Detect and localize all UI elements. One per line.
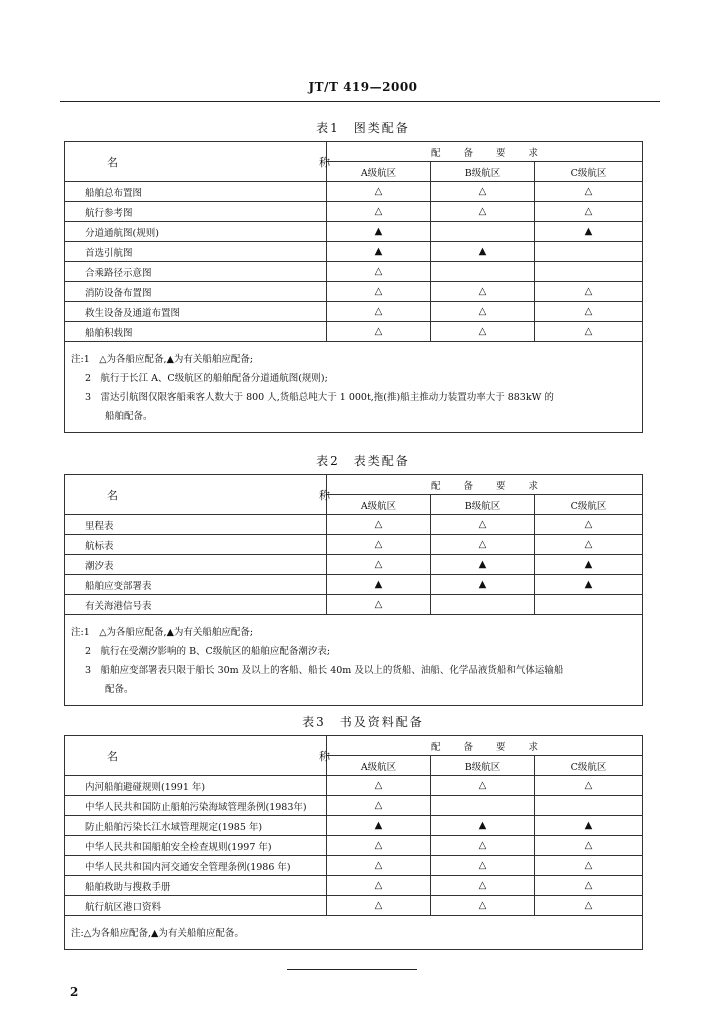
item-name: 船舶总布置图 <box>65 182 327 202</box>
column-header-requirement: 配 备 要 求 <box>327 142 643 162</box>
mark-c: △ <box>535 302 643 322</box>
footer-rule <box>287 969 417 970</box>
mark-a: △ <box>327 262 431 282</box>
table-row <box>65 816 643 836</box>
item-name: 里程表 <box>65 515 327 535</box>
mark-a: △ <box>327 535 431 555</box>
mark-c <box>535 595 643 615</box>
table-row <box>65 555 643 575</box>
table-row <box>65 896 643 916</box>
table-row <box>65 322 643 342</box>
mark-c <box>535 242 643 262</box>
mark-b: ▲ <box>431 555 535 575</box>
table-notes <box>65 615 643 706</box>
column-header-name: 名 称 <box>65 736 327 776</box>
mark-b: △ <box>431 836 535 856</box>
mark-c: ▲ <box>535 575 643 595</box>
mark-b: △ <box>431 535 535 555</box>
mark-c: △ <box>535 896 643 916</box>
table-row <box>65 595 643 615</box>
table-row <box>65 222 643 242</box>
note-line: 注:1 △为各船应配备,▲为有关船舶应配备; <box>71 627 254 638</box>
table-header-row <box>65 142 643 162</box>
column-header-a: A级航区 <box>327 495 431 515</box>
item-name: 中华人民共和国内河交通安全管理条例(1986 年) <box>65 856 327 876</box>
mark-c: ▲ <box>535 816 643 836</box>
item-name: 救生设备及通道布置图 <box>65 302 327 322</box>
mark-a: ▲ <box>327 816 431 836</box>
table-row <box>65 282 643 302</box>
note-line: 注:1 △为各船应配备,▲为有关船舶应配备; <box>71 354 254 365</box>
mark-b: △ <box>431 776 535 796</box>
note-line: 船舶配备。 <box>105 411 153 422</box>
table-row <box>65 856 643 876</box>
item-name: 消防设备布置图 <box>65 282 327 302</box>
column-header-a: A级航区 <box>327 756 431 776</box>
standard-number: JT/T 419—2000 <box>308 80 418 94</box>
item-name: 内河船舶避碰规则(1991 年) <box>65 776 327 796</box>
mark-a: △ <box>327 595 431 615</box>
mark-b <box>431 796 535 816</box>
item-name: 中华人民共和国船舶安全检查规则(1997 年) <box>65 836 327 856</box>
note-line: 3 雷达引航图仅限客船乘客人数大于 800 人,货船总吨大于 1 000t,拖(推)船主推动力装置功率大于 883kW 的 <box>85 392 554 403</box>
mark-c <box>535 262 643 282</box>
column-header-a: A级航区 <box>327 162 431 182</box>
note-line: 3 船舶应变部署表只限于船长 30m 及以上的客船、船长 40m 及以上的货船、油船、化学品液货船和气体运输船 <box>85 665 564 676</box>
table2 <box>64 474 643 706</box>
item-name: 合乘路径示意图 <box>65 262 327 282</box>
column-header-c: C级航区 <box>535 495 643 515</box>
table-notes <box>65 342 643 433</box>
mark-b: △ <box>431 515 535 535</box>
mark-c: △ <box>535 535 643 555</box>
mark-a: ▲ <box>327 222 431 242</box>
header-rule <box>60 101 660 102</box>
mark-a: △ <box>327 515 431 535</box>
mark-b: △ <box>431 202 535 222</box>
item-name: 潮汐表 <box>65 555 327 575</box>
mark-a: △ <box>327 796 431 816</box>
table-header-row <box>65 736 643 756</box>
mark-a: △ <box>327 555 431 575</box>
column-header-b: B级航区 <box>431 756 535 776</box>
mark-c: △ <box>535 322 643 342</box>
table3-caption: 表3 书及资料配备 <box>302 715 424 729</box>
column-header-c: C级航区 <box>535 756 643 776</box>
page-number: 2 <box>70 985 79 999</box>
mark-b: △ <box>431 322 535 342</box>
item-name: 航行航区港口资料 <box>65 896 327 916</box>
mark-a: △ <box>327 776 431 796</box>
mark-b: ▲ <box>431 575 535 595</box>
notes-row <box>65 916 643 950</box>
mark-b: △ <box>431 896 535 916</box>
mark-b: ▲ <box>431 816 535 836</box>
table-notes <box>65 916 643 950</box>
note-line: 2 航行在受潮汐影响的 B、C级航区的船舶应配备潮汐表; <box>85 646 331 657</box>
table-row <box>65 182 643 202</box>
column-header-b: B级航区 <box>431 495 535 515</box>
item-name: 防止船舶污染长江水域管理规定(1985 年) <box>65 816 327 836</box>
table-row <box>65 575 643 595</box>
mark-a: △ <box>327 836 431 856</box>
item-name: 航标表 <box>65 535 327 555</box>
table-header-row <box>65 475 643 495</box>
mark-a: ▲ <box>327 242 431 262</box>
item-name: 船舶积载图 <box>65 322 327 342</box>
mark-b <box>431 595 535 615</box>
mark-a: △ <box>327 302 431 322</box>
column-header-requirement: 配 备 要 求 <box>327 736 643 756</box>
mark-a: △ <box>327 876 431 896</box>
notes-row <box>65 342 643 433</box>
table-row <box>65 836 643 856</box>
table-row <box>65 776 643 796</box>
table3 <box>64 735 643 950</box>
item-name: 船舶救助与搜救手册 <box>65 876 327 896</box>
note-line: 配备。 <box>105 684 134 695</box>
table1 <box>64 141 643 433</box>
item-name: 中华人民共和国防止船舶污染海域管理条例(1983年) <box>65 796 327 816</box>
mark-a: △ <box>327 856 431 876</box>
column-header-requirement: 配 备 要 求 <box>327 475 643 495</box>
notes-row <box>65 615 643 706</box>
mark-a: △ <box>327 282 431 302</box>
mark-c: ▲ <box>535 222 643 242</box>
mark-b: △ <box>431 876 535 896</box>
mark-c: △ <box>535 202 643 222</box>
item-name: 船舶应变部署表 <box>65 575 327 595</box>
mark-a: ▲ <box>327 575 431 595</box>
mark-a: △ <box>327 202 431 222</box>
table-row <box>65 796 643 816</box>
mark-c: △ <box>535 876 643 896</box>
mark-b <box>431 262 535 282</box>
mark-c: ▲ <box>535 555 643 575</box>
mark-b: △ <box>431 182 535 202</box>
mark-b: ▲ <box>431 242 535 262</box>
item-name: 航行参考图 <box>65 202 327 222</box>
item-name: 有关海港信号表 <box>65 595 327 615</box>
table2-caption: 表2 表类配备 <box>316 454 410 468</box>
column-header-c: C级航区 <box>535 162 643 182</box>
table-row <box>65 515 643 535</box>
mark-a: △ <box>327 322 431 342</box>
mark-c: △ <box>535 836 643 856</box>
note-line: 注:△为各船应配备,▲为有关船舶应配备。 <box>71 928 244 939</box>
mark-b: △ <box>431 282 535 302</box>
table1-caption: 表1 图类配备 <box>316 121 410 135</box>
item-name: 首选引航图 <box>65 242 327 262</box>
mark-c: △ <box>535 182 643 202</box>
mark-c: △ <box>535 856 643 876</box>
note-line: 2 航行于长江 A、C级航区的船舶配备分道通航图(规则); <box>85 373 328 384</box>
mark-b <box>431 222 535 242</box>
mark-c: △ <box>535 515 643 535</box>
mark-a: △ <box>327 896 431 916</box>
table-row <box>65 876 643 896</box>
mark-b: △ <box>431 856 535 876</box>
table-row <box>65 202 643 222</box>
mark-c: △ <box>535 282 643 302</box>
table-row <box>65 535 643 555</box>
table-row <box>65 242 643 262</box>
mark-a: △ <box>327 182 431 202</box>
mark-b: △ <box>431 302 535 322</box>
column-header-name: 名 称 <box>65 475 327 515</box>
column-header-name: 名 称 <box>65 142 327 182</box>
column-header-b: B级航区 <box>431 162 535 182</box>
table-row <box>65 302 643 322</box>
table-row <box>65 262 643 282</box>
mark-c: △ <box>535 776 643 796</box>
item-name: 分道通航图(规则) <box>65 222 327 242</box>
mark-c <box>535 796 643 816</box>
